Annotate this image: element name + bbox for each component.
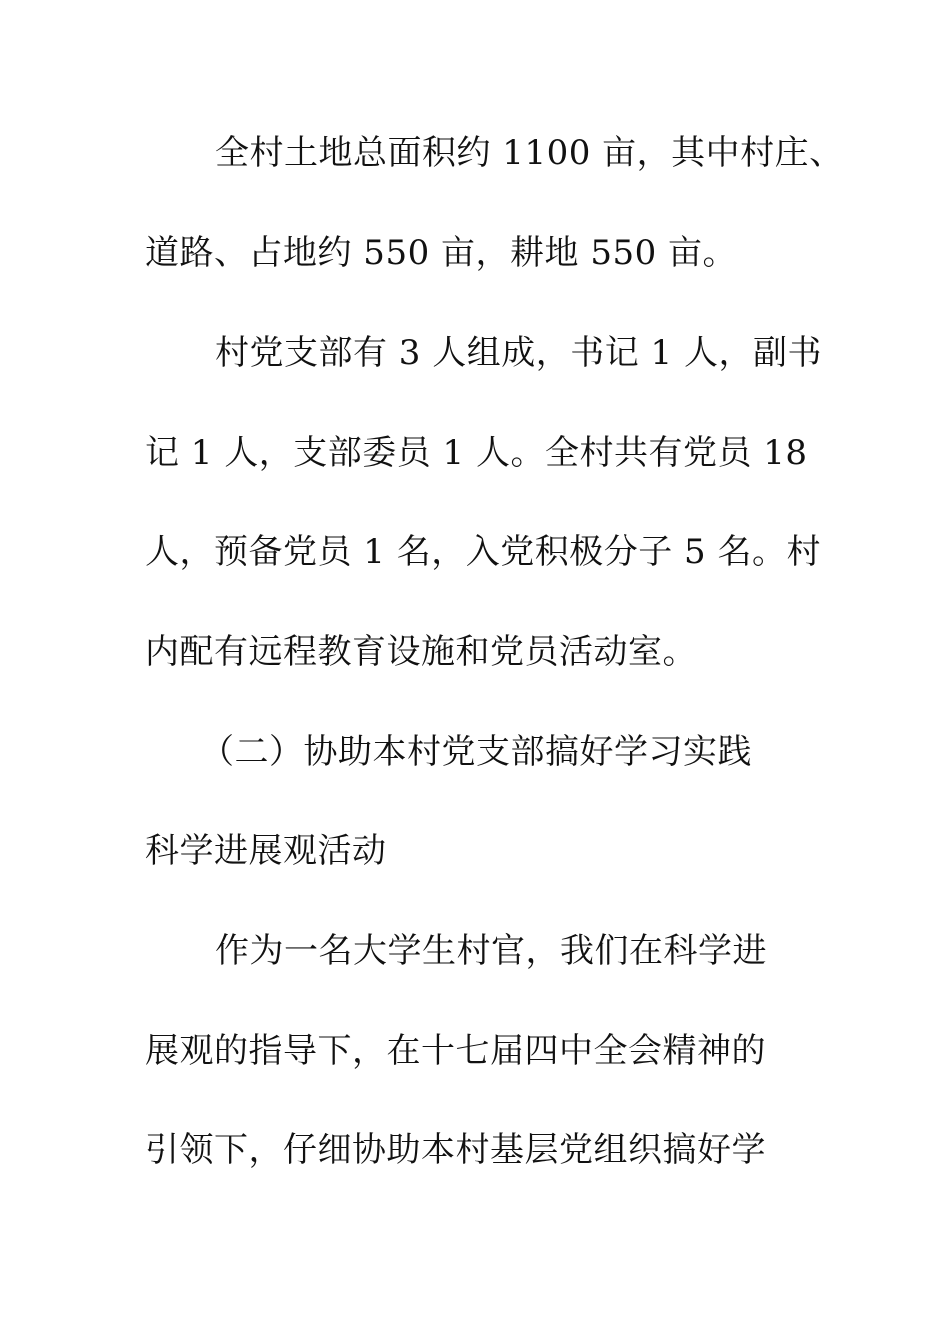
paragraph-line: 记 1 人，支部委员 1 人。全村共有党员 18 bbox=[145, 433, 808, 473]
paragraph-line: 全村土地总面积约 1100 亩，其中村庄、 bbox=[215, 133, 844, 173]
paragraph-line: 内配有远程教育设施和党员活动室。 bbox=[145, 632, 697, 672]
paragraph-line: 引领下，仔细协助本村基层党组织搞好学 bbox=[145, 1130, 766, 1170]
section-heading-line: 科学进展观活动 bbox=[145, 831, 387, 871]
paragraph-line: 村党支部有 3 人组成，书记 1 人，副书 bbox=[215, 333, 822, 373]
paragraph-line: 展观的指导下，在十七届四中全会精神的 bbox=[145, 1031, 766, 1071]
section-heading-line: （二）协助本村党支部搞好学习实践 bbox=[200, 732, 752, 772]
paragraph-line: 道路、占地约 550 亩，耕地 550 亩。 bbox=[145, 233, 738, 273]
paragraph-line: 作为一名大学生村官，我们在科学进 bbox=[215, 931, 767, 971]
paragraph-line: 人，预备党员 1 名，入党积极分子 5 名。村 bbox=[145, 532, 821, 572]
